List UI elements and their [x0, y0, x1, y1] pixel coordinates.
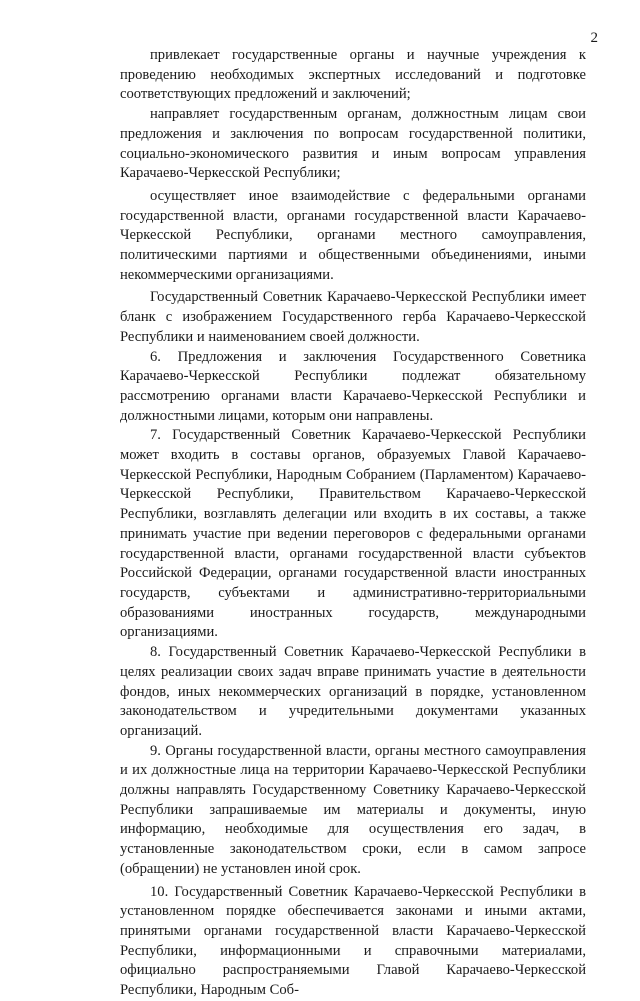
- paragraph-item-10: 10. Государственный Советник Карачаево-Черкесской Республики в установленном порядке обеспечивается законами и иными актами, принятыми органами государственной власти Карачаево-Черкесской Республики, информационными и справочными материалами, официально распространяемыми Главой Карачаево-Черкесской Республики, Народным Соб-: [120, 883, 586, 999]
- paragraph-other-interaction: осуществляет иное взаимодействие с федеральными органами государственной власти, органами государственной власти Карачаево-Черкесской Республики, органами местного самоуправления, политическими партиями и общественными объединениями, иными некоммерческими организациями.: [120, 187, 586, 283]
- paragraph-item-9: 9. Органы государственной власти, органы местного самоуправления и их должностные лица на территории Карачаево-Черкесской Республики должны направлять Государственному Советнику Карачаево-Черкесской Республики запрашиваемые им материалы и документы, иную информацию, необходимые для осуществления его задач, в установленные законодательством сроки, если в самом запросе (обращении) не установлен иной срок.: [120, 742, 586, 877]
- paragraph-item-7: 7. Государственный Советник Карачаево-Черкесской Республики может входить в составы органов, образуемых Главой Карачаево-Черкесской Республики, Народным Собранием (Парламентом) Карачаево-Черкесской Республики, Правительством Карачаево-Черкесской Республики, возглавлять делегации или входить в их составы, а также принимать участие при ведении переговоров с федеральными органами государственной власти, органами государственной власти субъектов Российской Федерации, органами государственной власти иностранных государств, субъектами и административно-территориальными образованиями иностранных государств, международными организациями.: [120, 427, 586, 641]
- paragraph-letterhead: Государственный Советник Карачаево-Черкесской Республики имеет бланк с изображением Государственного герба Карачаево-Черкесской Республики и наименованием своей должности.: [120, 289, 586, 345]
- document-body: [120, 46, 586, 1001]
- paragraph-item-8: 8. Государственный Советник Карачаево-Черкесской Республики в целях реализации своих задач вправе принимать участие в деятельности фондов, иных некоммерческих организаций в порядке, установленном законодательством и учредительными документами указанных организаций.: [120, 644, 586, 739]
- paragraph-sends-proposals: направляет государственным органам, должностным лицам свои предложения и заключения по вопросам государственной политики, социально-экономического развития и иным вопросам управления Карачаево-Черкесской Республики;: [120, 106, 586, 182]
- paragraph-engages-experts: привлекает государственные органы и научные учреждения к проведению необходимых экспертных исследований и подготовке соответствующих предложений и заключений;: [120, 47, 586, 103]
- paragraph-item-6: 6. Предложения и заключения Государственного Советника Карачаево-Черкесской Республики подлежат обязательному рассмотрению органами власти Карачаево-Черкесской Республики и должностными лицами, которым они направлены.: [120, 348, 586, 424]
- page-number: 2: [590, 30, 598, 46]
